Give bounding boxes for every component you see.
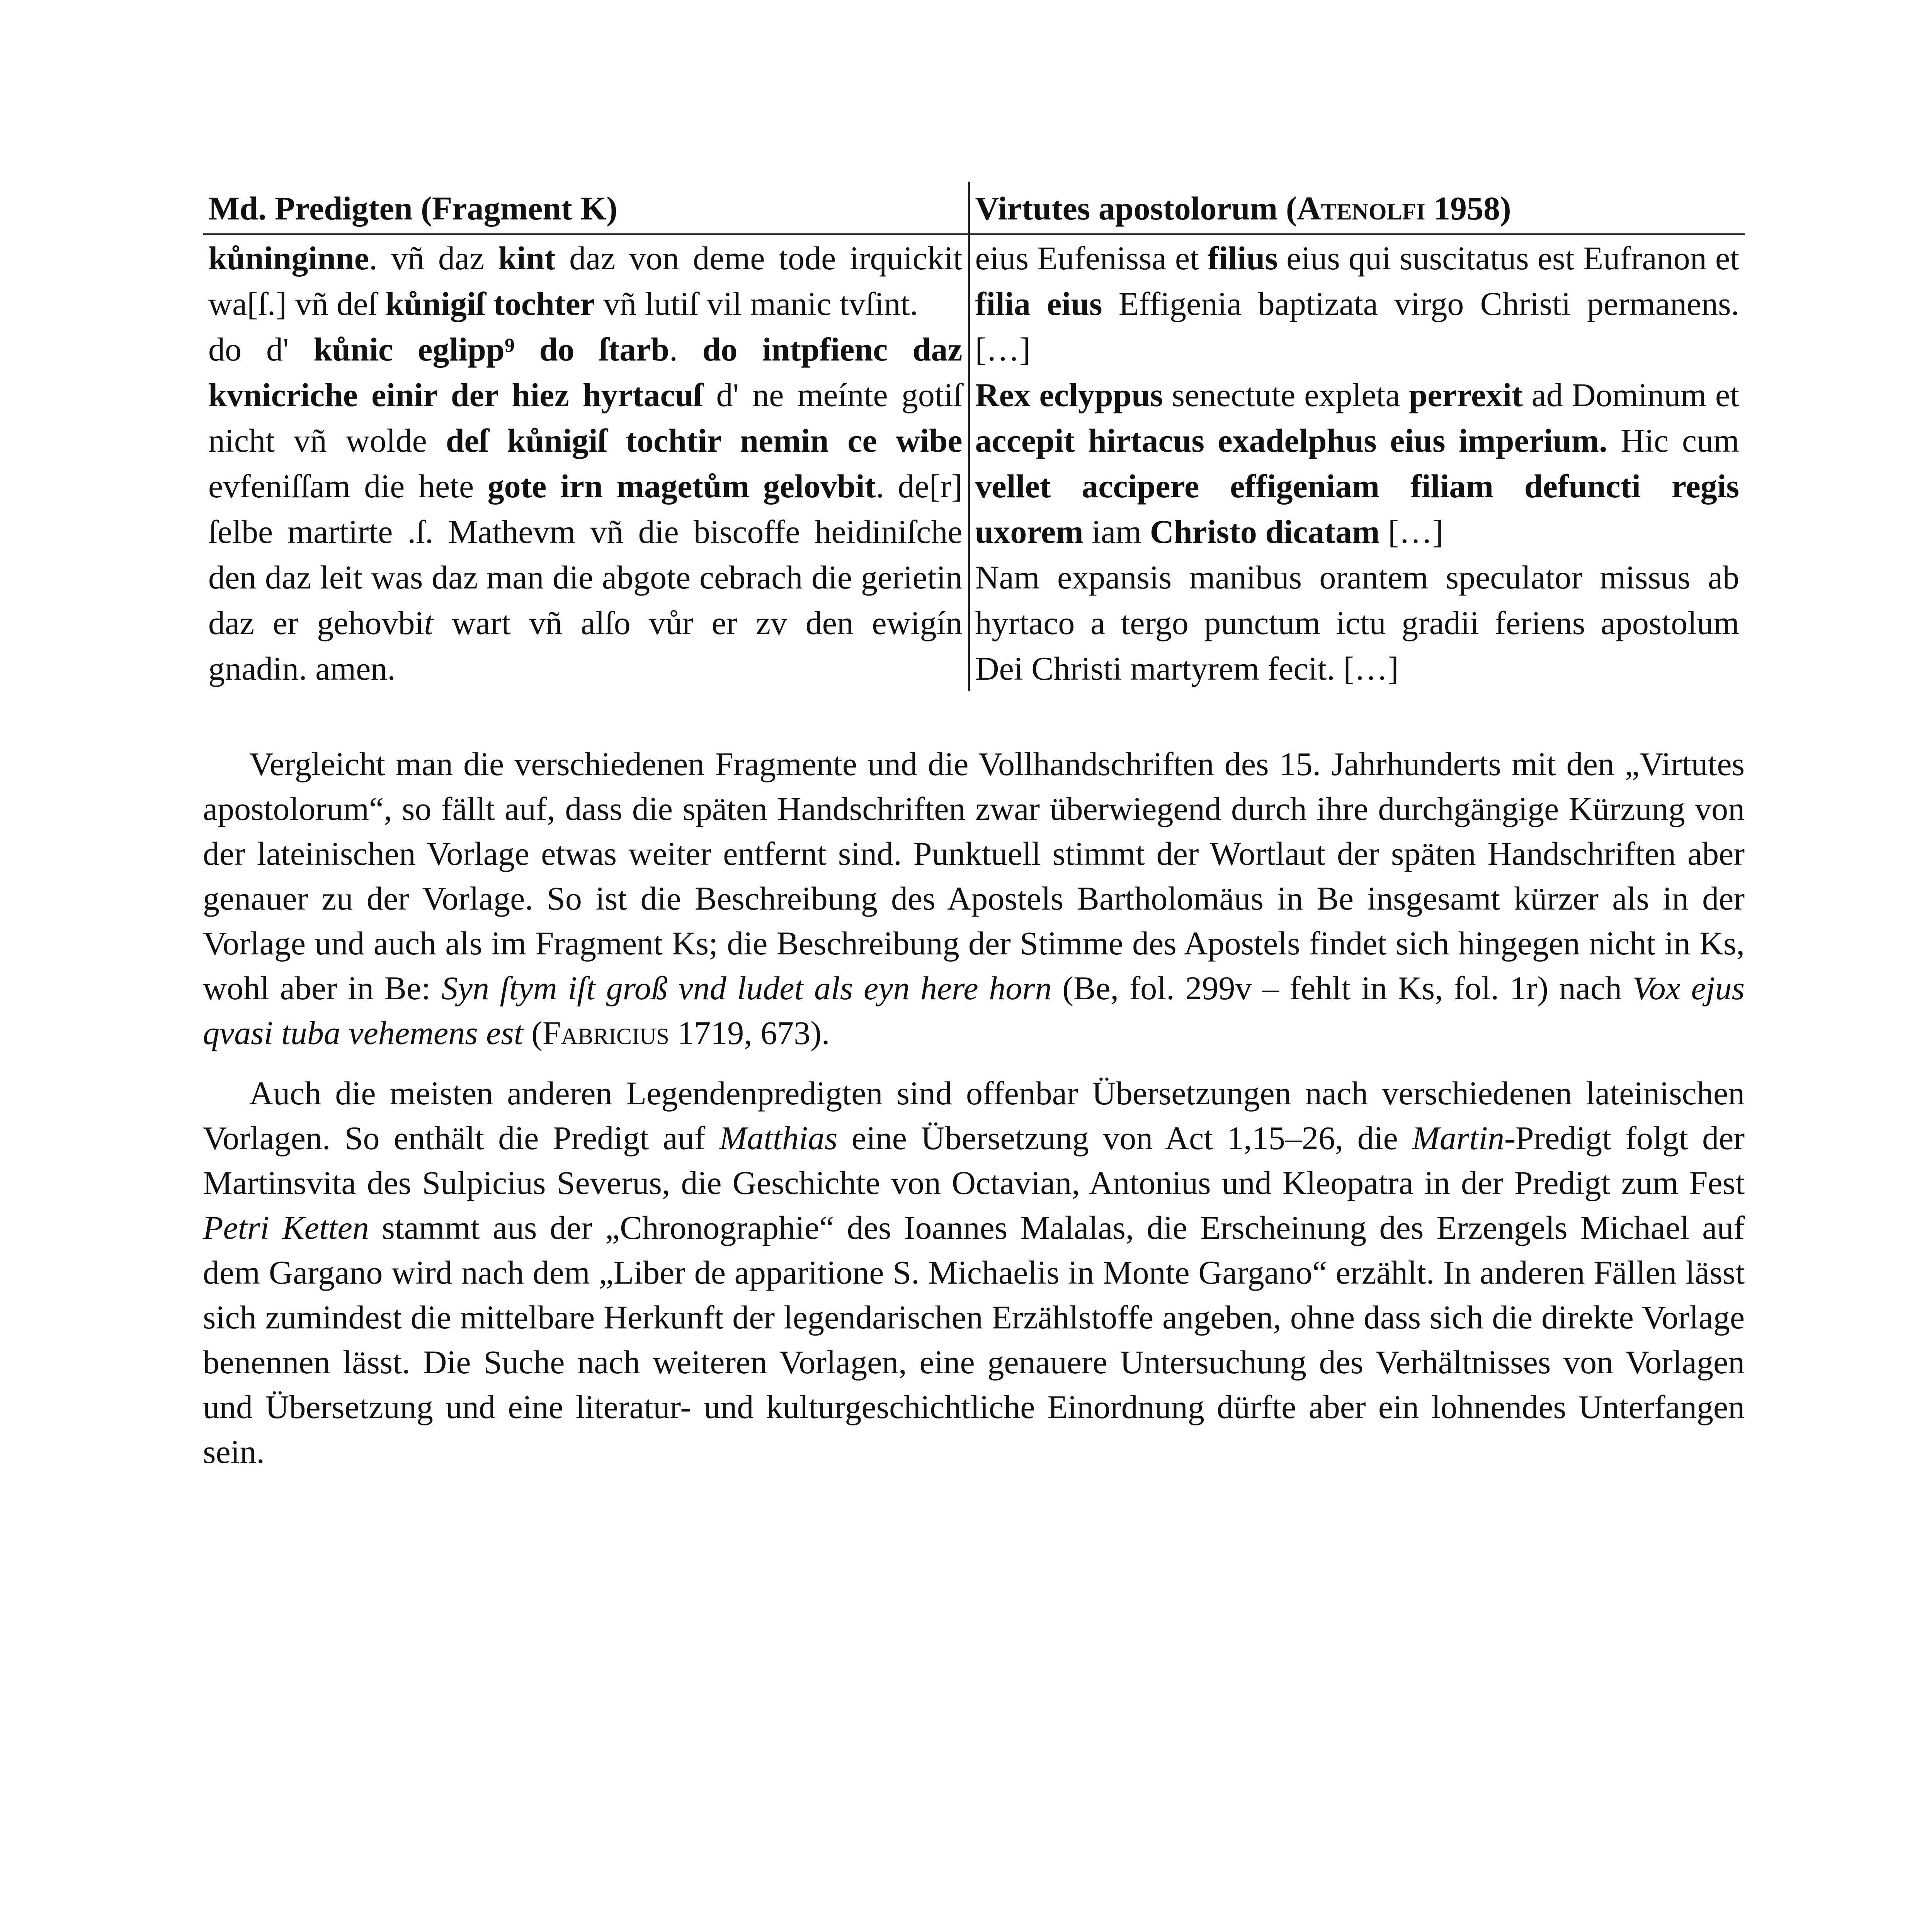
text-run: eius qui suscitatus est Eufranon et [1277,240,1739,277]
bold-text-run: filius [1208,240,1278,277]
text-run: . [669,331,703,368]
left-column-cell [203,235,969,692]
table-header-row [203,182,1745,235]
italic-text-run: Petri Ketten [203,1209,369,1246]
bold-text-run: kůninginne [208,240,369,277]
left-column-header: Md. Predigten (Fragment K) [203,182,969,235]
bold-text-run: perrexit [1409,376,1523,413]
text-run: wart vñ alſo vůr er zv den ewigín gnadin. amen. [208,604,963,687]
text-run: d' ne meínte gotiſ nicht vñ wolde [208,376,963,459]
text-run: […] [1379,513,1444,550]
text-run: Hic cum [1607,422,1739,459]
text-run: 1719, 673). [669,1014,830,1051]
bold-text-run: Christo dicatam [1150,513,1380,550]
bold-text-run: deſ kůnigiſ tochtir nemin ce wibe [446,422,963,459]
text-run: . vñ daz [369,240,498,277]
cell-paragraph [975,372,1740,554]
italic-text-run: Matthias [719,1119,838,1156]
text-run: stammt aus der „Chronographie“ des Ioannes Malalas, die Erscheinung des Erzengels Michael auf dem Gargano wird nach dem „Liber de apparitione S. Michaelis in Monte Gargano“ erzählt. In anderen Fällen lässt sich zumindest die mittelbare Herkunft der legendarischen Erzählstoffe angeben, ohne dass sich die direkte Vorlage benennen lässt. Die Suche nach weiteren Vorlagen, eine genauere Untersuchung des Verhältnisses von Vorlagen und Übersetzung und eine literatur- und kulturgeschichtliche Einordnung dürfte aber ein lohnendes Unterfangen sein. [203,1209,1745,1470]
cell-paragraph [208,327,963,691]
text-run: vñ lutiſ vil manic tvſint. [595,285,918,322]
bold-text-run: vellet accipere effigeniam filiam defuncti regis uxorem [975,468,1739,550]
bold-text-run: kint [498,240,556,277]
right-column-header [969,182,1745,235]
text-run: -Predigt folgt der Martinsvita des Sulpicius Severus, die Geschichte von Octavian, Antonius und Kleopatra in der Predigt zum Fest [203,1119,1745,1201]
text-run: (Be, fol. 299v – fehlt in Ks, fol. 1r) nach [1051,969,1633,1007]
page-content [203,182,1745,1490]
text-run: do d' [208,331,314,368]
comparison-table [203,182,1745,691]
bold-text-run: kůnigiſ tochter [385,285,595,322]
text-run: Auch die meisten anderen Legendenpredigten sind offenbar Übersetzungen nach verschiedenen lateinischen Vorlagen. So enthält die Predigt auf [203,1075,1745,1156]
text-run: . de[r] ſelbe martirte .ſ. Mathevm vñ die biscoffe heidiniſche den daz leit was daz man die abgote cebrach die gerietin daz er gehovbi [208,468,963,641]
text-run: ( [523,1014,543,1051]
bold-text-run: filia eius [975,285,1102,322]
bold-text-run: do intpfienc daz kvnicriche einir der hiez hyrtacuſ [208,331,963,413]
italic-text-run: t [424,604,434,641]
italic-text-run: Martin [1412,1119,1504,1156]
body-text [203,742,1745,1474]
text-run: Nam expansis manibus orantem speculator missus ab hyrtaco a tergo punctum ictu gradii feriens apostolum Dei Christi martyrem fecit. […] [975,559,1739,687]
cell-paragraph [975,235,1740,372]
text-run: evfeniſſam die hete [208,468,488,505]
cell-paragraph [208,235,963,327]
bold-text-run: accepit hirtacus exadelphus eius imperium. [975,422,1607,459]
table-body-row [203,235,1745,692]
text-run: iam [1083,513,1150,550]
small-caps-text-run: Fabricius [542,1014,669,1051]
italic-text-run: Syn ſtym iſt groß vnd ludet als eyn here horn [441,969,1052,1007]
text-run: ad Dominum et [1522,376,1739,413]
right-column-header-year: 1958) [1425,190,1511,227]
right-column-header-title: Virtutes apostolorum ( [975,190,1297,227]
text-run: Vergleicht man die verschiedenen Fragmente und die Vollhandschriften des 15. Jahrhunderts mit den „Virtutes apostolorum“, so fällt auf, dass die späten Handschriften zwar überwiegend durch ihre durchgängige Kürzung von der lateinischen Vorlage etwas weiter entfernt sind. Punktuell stimmt der Wortlaut der späten Handschriften aber genauer zu der Vorlage. So ist die Beschreibung des Apostels Bartholomäus in Be insgesamt kürzer als in der Vorlage und auch als im Fragment Ks; die Beschreibung der Stimme des Apostels findet sich hingegen nicht in Ks, wohl aber in Be: [203,745,1745,1007]
text-run: eius Eufenissa et [975,240,1208,277]
bold-text-run: Rex eclyppus [975,376,1163,413]
right-column-header-author: Atenolfi [1297,190,1425,227]
cell-paragraph [975,554,1740,691]
text-run: Effigenia baptizata virgo Christi permanens. […] [975,285,1740,368]
body-paragraph [203,1071,1745,1474]
text-run: senectute expleta [1163,376,1409,413]
text-run: daz von deme tode irquickit wa[ſ.] vñ deſ [208,240,963,322]
right-column-cell [969,235,1745,692]
body-paragraph [203,742,1745,1055]
bold-text-run: gote irn magetům gelovbit [487,468,876,505]
italic-text-run: Vox ejus qvasi tuba vehemens est [203,969,1745,1051]
bold-text-run: kůnic eglipp⁹ do ſtarb [313,331,670,368]
text-run: eine Übersetzung von Act 1,15–26, die [837,1119,1412,1156]
